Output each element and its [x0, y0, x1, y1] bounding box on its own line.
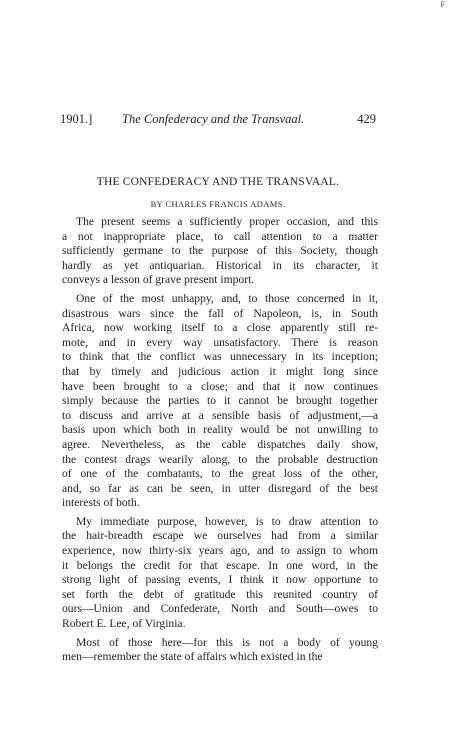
text-line: basis upon which both in reality would be not unwilling to	[62, 423, 378, 437]
text-line: Robert E. Lee, of Virginia.	[62, 617, 186, 631]
article-body	[62, 215, 378, 669]
text-line: hardly as yet antiquarian. Historical in its character, it	[62, 258, 378, 272]
text-line: the hair-breadth escape we ourselves had from a similar	[62, 529, 378, 543]
text-line: simply because the parties to it cannot be brought together	[62, 394, 378, 408]
text-line: The present seems a sufficiently proper occasion, and this	[76, 215, 378, 228]
text-line: and, so far as can be seen, in utter disregard of the best	[62, 481, 378, 495]
text-line: the contest drags wearily along, to the probable destruction	[62, 452, 378, 466]
text-line: My immediate purpose, however, is to draw attention to	[76, 514, 378, 528]
text-line: strong light of passing events, I think it now opportune to	[62, 573, 378, 587]
paragraph	[62, 292, 378, 511]
text-line: to think that the conflict was unnecessary in its inception;	[62, 350, 378, 364]
corner-mark: F	[440, 0, 445, 9]
text-line: men—remember the state of affairs which existed in the	[62, 650, 323, 664]
text-line: Africa, now working itself to a close apparently still re-	[62, 321, 378, 335]
text-line: Most of those here—for this is not a body of young	[76, 635, 378, 649]
text-line: have been brought to a close; and that it now continues	[62, 379, 378, 393]
text-line: to discuss and arrive at a sensible basis of adjustment,—a	[62, 408, 378, 422]
paragraph	[62, 636, 378, 665]
text-line: set forth the debt of gratitude this reunited country of	[62, 587, 378, 601]
text-line: of one of the combatants, to the great loss of the other,	[62, 467, 378, 481]
page-number: 429	[357, 112, 376, 126]
paragraph	[62, 215, 378, 288]
running-head-year: 1901.]	[60, 112, 93, 126]
text-line: conveys a lesson of grave present import.	[62, 273, 255, 287]
running-head	[60, 112, 376, 128]
text-line: sufficiently germane to the purpose of this Society, though	[62, 244, 378, 258]
text-line: disastrous wars since the fall of Napoleon, is, in South	[62, 306, 378, 320]
article-title: THE CONFEDERACY AND THE TRANSVAAL.	[96, 176, 340, 188]
text-line: it belongs the credit for that escape. In one word, in the	[62, 558, 378, 572]
text-line: mote, and in every way unsatisfactory. There is reason	[62, 335, 378, 349]
text-line: One of the most unhappy, and, to those concerned in it,	[76, 291, 378, 305]
text-line: experience, now thirty-six years ago, and to assign to whom	[62, 544, 378, 558]
text-line: ours—Union and Confederate, North and South—owes to	[62, 602, 378, 616]
text-line: a not inappropriate place, to call attention to a matter	[62, 229, 378, 243]
running-head-title: The Confederacy and the Transvaal.	[122, 112, 305, 126]
text-line: interests of both.	[62, 496, 140, 510]
text-line: agree. Nevertheless, as the cable dispatches daily show,	[62, 437, 378, 451]
article-byline: BY CHARLES FRANCIS ADAMS.	[150, 199, 286, 209]
paragraph	[62, 515, 378, 632]
text-line: that by timely and judicious action it might long since	[62, 364, 378, 378]
